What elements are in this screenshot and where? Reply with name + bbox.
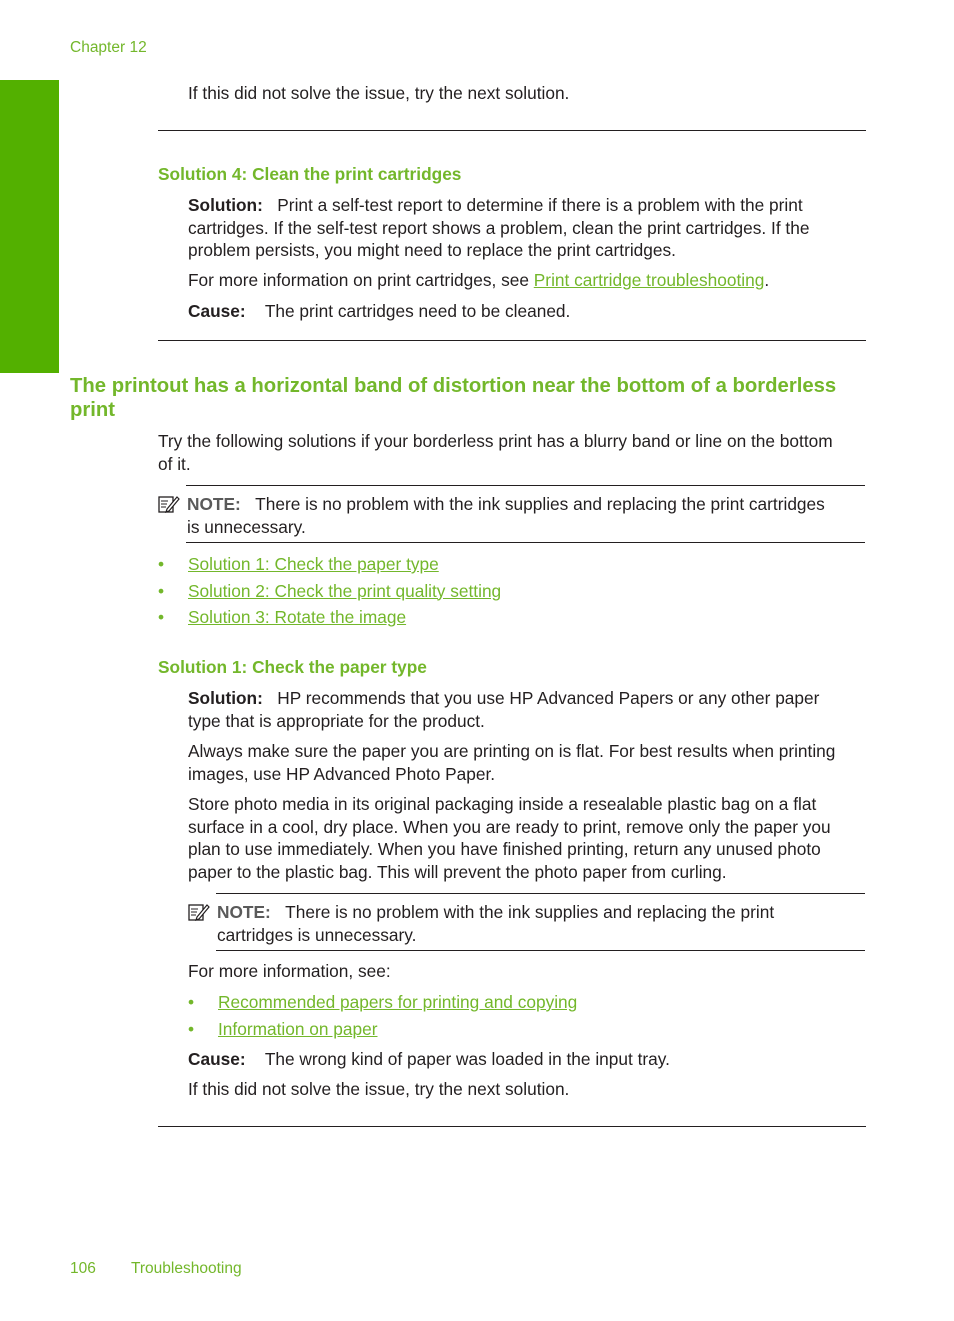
list-item: • Solution 3: Rotate the image: [158, 607, 407, 627]
solution4-body: [188, 194, 868, 262]
list-item: • Solution 2: Check the print quality setting: [158, 580, 502, 601]
solution1-next: If this did not solve the issue, try the next solution.: [188, 1079, 570, 1099]
section-title-line-2: print: [70, 399, 116, 421]
cause-label: Cause:: [188, 1049, 246, 1069]
solution-label: Solution:: [188, 195, 263, 215]
cause-label: Cause:: [188, 301, 246, 321]
section-intro-1: Try the following solutions if your borderless print has a blurry band or line on the bottom: [158, 431, 833, 451]
solution1-p3-1: Store photo media in its original packaging inside a resealable plastic bag on a flat: [188, 794, 817, 814]
solution4-text-3: problem persists, you might need to replace the print cartridges.: [188, 240, 676, 260]
solution1-p3-4: paper to the plastic bag. This will prevent the photo paper from curling.: [188, 861, 727, 882]
more-info-prefix: For more information on print cartridges, see: [188, 270, 534, 290]
chapter-label: Chapter 12: [70, 39, 147, 56]
page-number: 106: [70, 1260, 96, 1277]
note-label: NOTE:: [187, 494, 241, 514]
solution1-p1-1: HP recommends that you use HP Advanced Papers or any other paper: [277, 688, 820, 708]
link-solution-2[interactable]: Solution 2: Check the print quality setting: [188, 580, 502, 601]
solution1-p3-3: plan to use immediately. When you have finished printing, return any unused photo: [188, 839, 821, 859]
divider: [158, 340, 866, 341]
solution4-text-1: Print a self-test report to determine if there is a problem with the print: [277, 195, 803, 215]
section-title-line-1: The printout has a horizontal band of distortion near the bottom of a borderless: [70, 375, 837, 397]
section-title: [70, 374, 860, 422]
solution1-p1: [188, 687, 868, 732]
solution4-heading: Solution 4: Clean the print cartridges: [158, 164, 462, 184]
section-intro: [158, 430, 868, 475]
solution1-cause: [188, 1048, 670, 1071]
solution4-more-info: [188, 269, 769, 292]
solution1-p2-1: Always make sure the paper you are printing on is flat. For best results when printing: [188, 741, 836, 761]
solution4-text-2: cartridges. If the self-test report shows a problem, clean the print cartridges. If the: [188, 217, 810, 238]
link-solution-3[interactable]: Solution 3: Rotate the image: [188, 607, 407, 627]
cause-text: The print cartridges need to be cleaned.: [264, 301, 571, 321]
link-solution-1[interactable]: Solution 1: Check the paper type: [188, 554, 439, 574]
note-icon: [188, 902, 210, 922]
cause-text: The wrong kind of paper was loaded in the input tray.: [264, 1049, 670, 1069]
more-info-suffix: .: [764, 270, 770, 290]
solution1-p2: [188, 740, 868, 785]
solution1-heading: Solution 1: Check the paper type: [158, 657, 427, 677]
note-box: [216, 893, 865, 951]
intro-line: If this did not solve the issue, try the next solution.: [188, 83, 570, 103]
note-text-1: There is no problem with the ink supplies and replacing the print: [285, 902, 775, 922]
footer-section: Troubleshooting: [131, 1260, 242, 1277]
solution1-more-info: For more information, see:: [188, 961, 391, 981]
solution-label: Solution:: [188, 688, 263, 708]
note-text-2: is unnecessary.: [187, 516, 306, 537]
section-intro-2: of it.: [158, 453, 191, 474]
solution-links-list: [158, 553, 501, 633]
link-print-cartridge-troubleshooting[interactable]: Print cartridge troubleshooting: [533, 270, 765, 290]
paper-links-list: [188, 991, 577, 1044]
note-box: [186, 485, 865, 543]
solution4-cause: [188, 300, 570, 323]
note-text-2: cartridges is unnecessary.: [217, 924, 417, 945]
note-text-1: There is no problem with the ink supplies and replacing the print cartridges: [255, 494, 825, 514]
solution1-p3: [188, 793, 868, 883]
solution1-p2-2: images, use HP Advanced Photo Paper.: [188, 763, 496, 784]
list-item: • Recommended papers for printing and copying: [188, 992, 578, 1012]
solution1-p3-2: surface in a cool, dry place. When you are ready to print, remove only the paper you: [188, 816, 831, 837]
side-tab: [0, 80, 59, 373]
solution1-p1-2: type that is appropriate for the product.: [188, 710, 485, 731]
divider: [158, 1126, 866, 1127]
link-information-on-paper[interactable]: Information on paper: [218, 1018, 378, 1039]
link-recommended-papers[interactable]: Recommended papers for printing and copying: [218, 992, 578, 1012]
note-label: NOTE:: [217, 902, 271, 922]
list-item: • Information on paper: [188, 1018, 378, 1039]
divider: [158, 130, 866, 131]
note-icon: [158, 494, 180, 514]
list-item: • Solution 1: Check the paper type: [158, 554, 439, 574]
